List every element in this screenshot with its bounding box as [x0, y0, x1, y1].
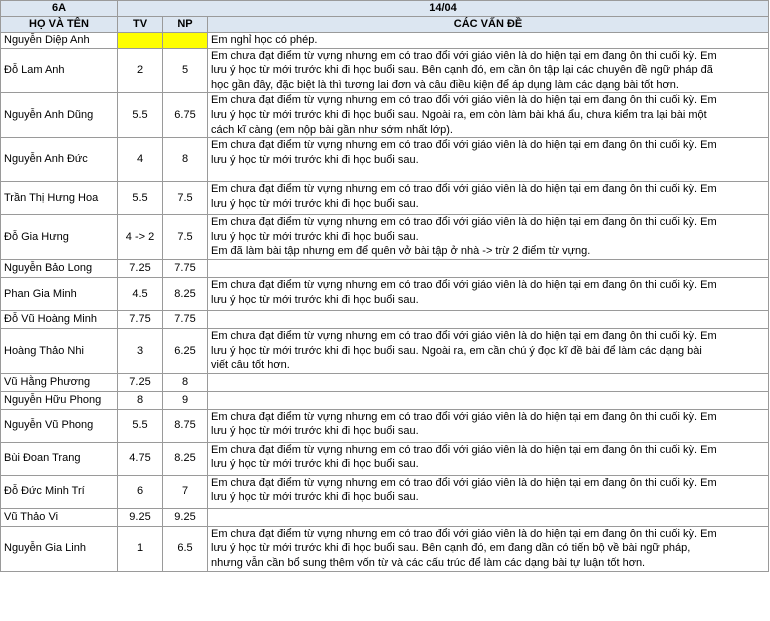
column-header-tv[interactable]: TV — [118, 17, 163, 33]
tv-score-cell[interactable]: 7.25 — [118, 259, 163, 277]
np-score-cell[interactable]: 9.25 — [163, 508, 208, 526]
student-name-cell[interactable]: Phan Gia Minh — [1, 277, 118, 310]
student-name-cell[interactable]: Hoàng Thảo Nhi — [1, 328, 118, 373]
issue-cell[interactable] — [208, 277, 769, 310]
issue-text-line: Em chưa đạt điểm từ vựng nhưng em có trao đổi với giáo viên là do hiện tại em đang ôn thi cuối kỳ. Em — [211, 94, 717, 107]
tv-score-cell[interactable]: 5.5 — [118, 409, 163, 442]
np-score-cell[interactable] — [163, 33, 208, 49]
np-score-cell[interactable]: 6.75 — [163, 93, 208, 138]
table-row — [1, 373, 769, 391]
student-name-cell[interactable]: Nguyễn Vũ Phong — [1, 409, 118, 442]
np-score-cell[interactable]: 7.75 — [163, 310, 208, 328]
table-row — [1, 182, 769, 215]
tv-score-cell[interactable]: 4 — [118, 138, 163, 182]
header-row-top — [1, 1, 769, 17]
table-row — [1, 442, 769, 475]
issue-text-line: lưu ý học từ mới trước khi đi học buổi sau. — [211, 197, 419, 210]
issue-text-line: lưu ý học từ mới trước khi đi học buổi sau. Ngoài ra, em cần chú ý đọc kĩ đề bài để làm các dạng bài — [211, 344, 702, 357]
student-name-cell[interactable]: Đỗ Lam Anh — [1, 48, 118, 93]
table-row — [1, 33, 769, 49]
issue-text-line: học gần đây, đặc biệt là thì tương lai đơn và câu điều kiện để áp dụng làm các dạng bài tốt hơn. — [211, 78, 679, 91]
issue-cell[interactable] — [208, 373, 769, 391]
np-score-cell[interactable]: 9 — [163, 391, 208, 409]
np-score-cell[interactable]: 7.5 — [163, 182, 208, 215]
np-score-cell[interactable]: 6.25 — [163, 328, 208, 373]
table-row — [1, 526, 769, 571]
issue-text-line: viết câu tốt hơn. — [211, 359, 290, 372]
issue-text-line: Em chưa đạt điểm từ vựng nhưng em có trao đổi với giáo viên là do hiện tại em đang ôn thi cuối kỳ. Em — [211, 410, 717, 423]
issue-text-line: Em chưa đạt điểm từ vựng nhưng em có trao đổi với giáo viên là do hiện tại em đang ôn thi cuối kỳ. Em — [211, 527, 717, 540]
issue-cell[interactable] — [208, 33, 769, 49]
np-score-cell[interactable]: 8.25 — [163, 442, 208, 475]
table-row — [1, 310, 769, 328]
column-header-name[interactable]: HỌ VÀ TÊN — [1, 17, 118, 33]
np-score-cell[interactable]: 6.5 — [163, 526, 208, 571]
issue-text-line: Em chưa đạt điểm từ vựng nhưng em có trao đổi với giáo viên là do hiện tại em đang ôn thi cuối kỳ. Em — [211, 278, 717, 291]
issue-cell[interactable] — [208, 310, 769, 328]
table-row — [1, 259, 769, 277]
issue-cell[interactable] — [208, 475, 769, 508]
issue-text-line: Em chưa đạt điểm từ vựng nhưng em có trao đổi với giáo viên là do hiện tại em đang ôn thi cuối kỳ. Em — [211, 443, 717, 456]
column-header-np[interactable]: NP — [163, 17, 208, 33]
issue-text-line: lưu ý học từ mới trước khi đi học buổi sau. — [211, 491, 419, 504]
header-row-columns — [1, 17, 769, 33]
issue-text-line: lưu ý học từ mới trước khi đi học buổi sau. — [211, 458, 419, 471]
student-name-cell[interactable]: Bùi Đoan Trang — [1, 442, 118, 475]
table-row — [1, 409, 769, 442]
issue-cell[interactable] — [208, 182, 769, 215]
student-name-cell[interactable]: Nguyễn Anh Đức — [1, 138, 118, 182]
student-name-cell[interactable]: Đỗ Gia Hưng — [1, 215, 118, 260]
np-score-cell[interactable]: 5 — [163, 48, 208, 93]
issue-cell[interactable] — [208, 442, 769, 475]
issue-text-line: Em chưa đạt điểm từ vựng nhưng em có trao đổi với giáo viên là do hiện tại em đang ôn thi cuối kỳ. Em — [211, 49, 717, 62]
issue-cell[interactable] — [208, 328, 769, 373]
issue-text-line: Em chưa đạt điểm từ vựng nhưng em có trao đổi với giáo viên là do hiện tại em đang ôn thi cuối kỳ. Em — [211, 329, 717, 342]
tv-score-cell[interactable]: 4.75 — [118, 442, 163, 475]
student-name-cell[interactable]: Vũ Thảo Vi — [1, 508, 118, 526]
issue-text-line: cách kĩ càng (em nộp bài gần như sớm nhất lớp). — [211, 123, 453, 136]
issue-text-line: lưu ý học từ mới trước khi đi học buổi sau. — [211, 293, 419, 306]
np-score-cell[interactable]: 7.75 — [163, 259, 208, 277]
issue-cell[interactable] — [208, 409, 769, 442]
issue-cell[interactable] — [208, 93, 769, 138]
student-name-cell[interactable]: Trần Thị Hưng Hoa — [1, 182, 118, 215]
issue-cell[interactable] — [208, 391, 769, 409]
column-header-issues[interactable]: CÁC VẤN ĐỀ — [208, 17, 769, 33]
issue-cell[interactable] — [208, 138, 769, 182]
tv-score-cell[interactable]: 4 -> 2 — [118, 215, 163, 260]
date-label[interactable]: 14/04 — [118, 1, 769, 17]
issue-text-line: Em nghỉ học có phép. — [211, 34, 318, 46]
issue-text-line: lưu ý học từ mới trước khi đi học buổi sau. Ngoài ra, em còn làm bài khá ẩu, chưa kiểm tra lại bài một — [211, 108, 707, 121]
tv-score-cell[interactable]: 8 — [118, 391, 163, 409]
tv-score-cell[interactable]: 6 — [118, 475, 163, 508]
issue-text-line: Em chưa đạt điểm từ vựng nhưng em có trao đổi với giáo viên là do hiện tại em đang ôn thi cuối kỳ. Em — [211, 139, 717, 152]
issue-cell[interactable] — [208, 526, 769, 571]
issue-text-line: nhưng vẫn cần bổ sung thêm vốn từ và các cấu trúc để làm các dạng bài tự luận tốt hơn. — [211, 556, 646, 569]
student-name-cell[interactable]: Đỗ Đức Minh Trí — [1, 475, 118, 508]
issue-cell[interactable] — [208, 259, 769, 277]
table-row — [1, 391, 769, 409]
issue-cell[interactable] — [208, 215, 769, 260]
student-name-cell[interactable]: Nguyễn Bảo Long — [1, 259, 118, 277]
tv-score-cell[interactable]: 4.5 — [118, 277, 163, 310]
np-score-cell[interactable]: 8 — [163, 138, 208, 182]
student-name-cell[interactable]: Vũ Hằng Phương — [1, 373, 118, 391]
tv-score-cell[interactable]: 1 — [118, 526, 163, 571]
tv-score-cell[interactable]: 5.5 — [118, 182, 163, 215]
issue-cell[interactable] — [208, 508, 769, 526]
table-row — [1, 508, 769, 526]
issue-text-line: Em chưa đạt điểm từ vựng nhưng em có trao đổi với giáo viên là do hiện tại em đang ôn thi cuối kỳ. Em — [211, 476, 717, 489]
class-label[interactable]: 6A — [1, 1, 118, 17]
table-row — [1, 48, 769, 93]
table-row — [1, 215, 769, 260]
student-name-cell[interactable]: Nguyễn Gia Linh — [1, 526, 118, 571]
tv-score-cell[interactable] — [118, 33, 163, 49]
issue-text-line: Em đã làm bài tập nhưng em để quên vở bài tập ở nhà -> trừ 2 điểm từ vựng. — [211, 245, 591, 258]
issue-text-line: lưu ý học từ mới trước khi đi học buổi sau. Bên cạnh đó, em cần ôn tập lại các chuyên đề ngữ pháp đã — [211, 64, 713, 77]
tv-score-cell[interactable]: 3 — [118, 328, 163, 373]
issue-text-line: lưu ý học từ mới trước khi đi học buổi sau. — [211, 153, 419, 166]
table-row — [1, 93, 769, 138]
tv-score-cell[interactable]: 9.25 — [118, 508, 163, 526]
np-score-cell[interactable]: 7.5 — [163, 215, 208, 260]
student-name-cell[interactable]: Nguyễn Anh Dũng — [1, 93, 118, 138]
table-row — [1, 328, 769, 373]
student-name-cell[interactable]: Nguyễn Hữu Phong — [1, 391, 118, 409]
tv-score-cell[interactable]: 2 — [118, 48, 163, 93]
issue-text-line: Em chưa đạt điểm từ vựng nhưng em có trao đổi với giáo viên là do hiện tại em đang ôn thi cuối kỳ. Em — [211, 183, 717, 196]
tv-score-cell[interactable]: 7.25 — [118, 373, 163, 391]
np-score-cell[interactable]: 7 — [163, 475, 208, 508]
np-score-cell[interactable]: 8.25 — [163, 277, 208, 310]
table-row — [1, 277, 769, 310]
issue-text-line: lưu ý học từ mới trước khi đi học buổi sau. Bên cạnh đó, em đang dần có tiến bộ về bài ngữ pháp, — [211, 542, 691, 555]
table-row — [1, 138, 769, 182]
student-name-cell[interactable]: Đỗ Vũ Hoàng Minh — [1, 310, 118, 328]
np-score-cell[interactable]: 8.75 — [163, 409, 208, 442]
tv-score-cell[interactable]: 7.75 — [118, 310, 163, 328]
issue-text-line: lưu ý học từ mới trước khi đi học buổi sau. — [211, 230, 419, 243]
np-score-cell[interactable]: 8 — [163, 373, 208, 391]
issue-cell[interactable] — [208, 48, 769, 93]
issue-text-line: Em chưa đạt điểm từ vựng nhưng em có trao đổi với giáo viên là do hiện tại em đang ôn thi cuối kỳ. Em — [211, 216, 717, 229]
student-name-cell[interactable]: Nguyễn Diệp Anh — [1, 33, 118, 49]
table-row — [1, 475, 769, 508]
tv-score-cell[interactable]: 5.5 — [118, 93, 163, 138]
issue-text-line: lưu ý học từ mới trước khi đi học buổi sau. — [211, 425, 419, 438]
